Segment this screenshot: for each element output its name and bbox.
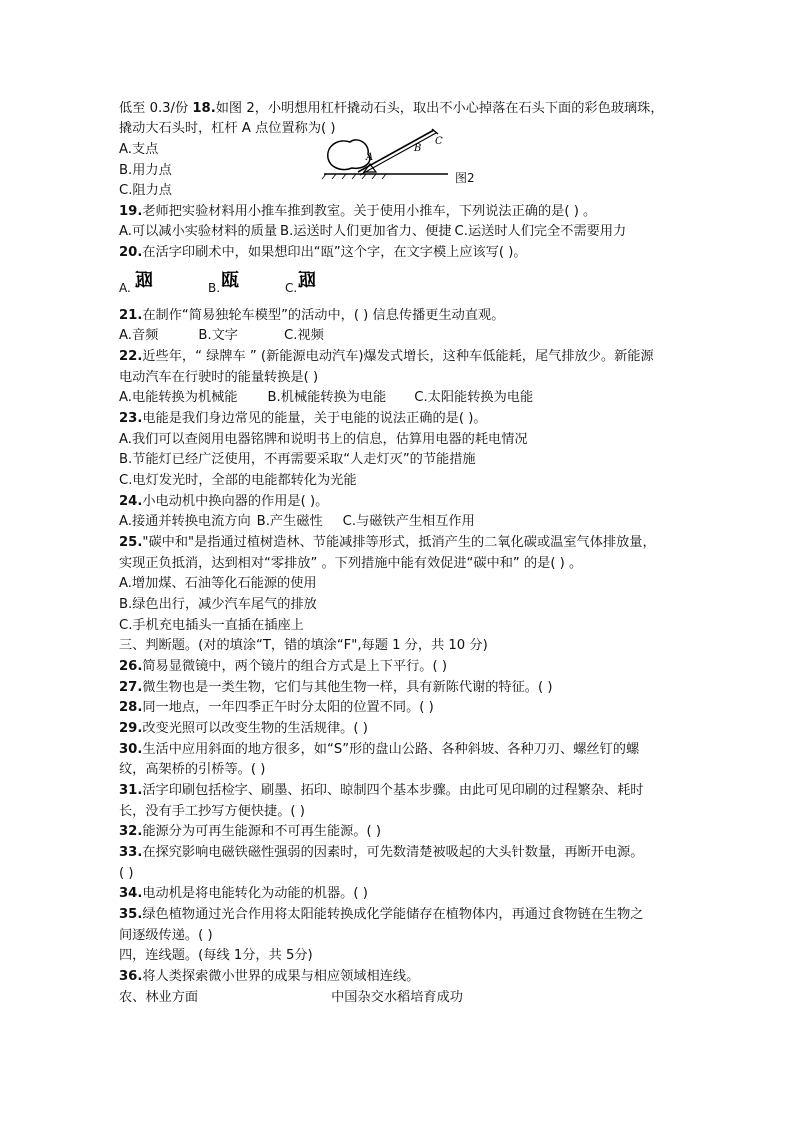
q28-line bbox=[119, 700, 434, 716]
lever-bar bbox=[358, 130, 434, 172]
question-text: 改变光照可以改变生物的生活规律。( ) bbox=[142, 721, 368, 736]
ground-hatch bbox=[352, 174, 356, 179]
q22-option-a: A.电能转换为机械能 bbox=[119, 390, 238, 405]
q21-option-a: A.音频 bbox=[119, 328, 159, 343]
q22-line2: 电动汽车在行驶时的能量转换是( ) bbox=[119, 370, 319, 385]
q25-line1 bbox=[119, 535, 656, 551]
q24-line bbox=[119, 494, 328, 510]
q20-option-a-glyph bbox=[138, 270, 153, 292]
question-number: 25. bbox=[119, 535, 143, 550]
q20-option-b-label: B. bbox=[208, 281, 221, 295]
q24-option-a: A.接通并转换电流方向 bbox=[119, 514, 251, 529]
q20-options bbox=[119, 270, 419, 298]
q35-line1 bbox=[119, 907, 644, 923]
q27-line bbox=[119, 680, 552, 696]
question-number: 28. bbox=[119, 700, 143, 715]
q36-match-row bbox=[119, 990, 463, 1006]
q21-option-b: B.文字 bbox=[198, 328, 238, 343]
question-number: 19. bbox=[119, 204, 143, 219]
match-left-item: 农、林业方面 bbox=[119, 990, 199, 1005]
question-text: 老师把实验材料用小推车推到教室。关于使用小推车，下列说法正确的是( ) 。 bbox=[142, 204, 597, 219]
q22-option-b: B.机械能转换为电能 bbox=[267, 390, 387, 405]
question-number: 34. bbox=[119, 886, 143, 901]
q21-option-c: C.视频 bbox=[283, 328, 324, 343]
q20-option-a-label: A. bbox=[119, 281, 131, 295]
q22-line1 bbox=[119, 349, 654, 365]
question-text: 在探究影响电磁铁磁性强弱的因素时，可先数清楚被吸起的大头针数量，再断开电源。 bbox=[142, 845, 644, 860]
q25-option-c: C.手机充电插头一直插在插座上 bbox=[119, 618, 304, 633]
mirrored-glyph: 瓯 bbox=[301, 270, 316, 291]
q22-options bbox=[119, 390, 533, 406]
point-b-label: B bbox=[414, 143, 422, 154]
question-text: 电动机是将电能转化为动能的机器。( ) bbox=[142, 886, 368, 901]
question-text: 小电动机中换向器的作用是( )。 bbox=[142, 494, 329, 509]
q31-line1 bbox=[119, 783, 644, 799]
match-right-item: 中国杂交水稻培育成功 bbox=[331, 990, 463, 1005]
q18-option-a: A.支点 bbox=[119, 142, 159, 157]
question-text: 简易显微镜中，两个镜片的组合方式是上下平行。( ) bbox=[142, 659, 447, 674]
q25-line2: 实现正负抵消，达到相对“零排放” 。下列措施中能有效促进“碳中和” 的是( ) 。 bbox=[119, 556, 583, 571]
question-number: 23. bbox=[119, 411, 143, 426]
q25-option-b: B.绿色出行，减少汽车尾气的排放 bbox=[119, 597, 317, 612]
question-text: 近些年，“ 绿牌车 ” (新能源电动汽车)爆发式增长，这种车低能耗，尾气排放少。新能源 bbox=[142, 349, 654, 364]
question-text: 微生物也是一类生物，它们与其他生物一样，具有新陈代谢的特征。( ) bbox=[142, 680, 553, 695]
q26-line bbox=[119, 659, 447, 675]
q23-option-b: B.节能灯已经广泛使用，不再需要采取“人走灯灭”的节能措施 bbox=[119, 452, 476, 467]
section-heading-judgement: 三、判断题。(对的填涂“T，错的填涂“F",每题 1 分，共 10 分) bbox=[119, 638, 488, 653]
point-c-label: C bbox=[435, 136, 443, 147]
ground-hatch bbox=[342, 174, 346, 179]
q25-option-a: A.增加煤、石油等化石能源的使用 bbox=[119, 576, 317, 591]
mirrored-glyph: 瓯 bbox=[138, 270, 153, 291]
q24-option-b: B.产生磁性 bbox=[256, 514, 323, 529]
figure-caption: 图2 bbox=[455, 171, 475, 185]
q21-line bbox=[119, 308, 504, 324]
question-number: 30. bbox=[119, 742, 143, 757]
question-number: 21. bbox=[119, 308, 143, 323]
ground-hatch bbox=[382, 174, 386, 179]
question-text: 同一地点，一年四季正午时分太阳的位置不同。( ) bbox=[142, 700, 434, 715]
q36-line bbox=[119, 969, 419, 985]
question-text: 生活中应用斜面的地方很多，如“S”形的盘山公路、各种斜坡、各种刀刃、螺丝钉的螺 bbox=[142, 742, 640, 757]
question-text: 电能是我们身边常见的能量，关于电能的说法正确的是( )。 bbox=[142, 411, 487, 426]
q31-line2: 长，没有手工抄写方便快捷。( ) bbox=[119, 804, 305, 819]
q19-line bbox=[119, 204, 596, 220]
q30-line2: 纹，高架桥的引桥等。( ) bbox=[119, 762, 266, 777]
question-text: "碳中和"是指通过植树造林、节能减排等形式，抵消产生的二氧化碳或温室气体排放量， bbox=[142, 535, 656, 550]
question-text: 在活字印刷术中，如果想印出“瓯”这个字，在文字模上应该写( )。 bbox=[142, 245, 527, 260]
q19-option-a: A.可以减小实验材料的质量 bbox=[119, 224, 278, 239]
ground-hatch bbox=[332, 174, 336, 179]
question-text: 活字印刷包括检字、刷墨、拓印、晾制四个基本步骤。由此可见印刷的过程繁杂、耗时 bbox=[142, 783, 644, 798]
q20-line bbox=[119, 245, 527, 261]
q19-option-c: C.运送时人们完全不需要用力 bbox=[454, 224, 627, 239]
question-number: 29. bbox=[119, 721, 143, 736]
q18-option-c: C.阻力点 bbox=[119, 183, 172, 198]
ground-hatch bbox=[372, 174, 376, 179]
q20-option-b-glyph: 瓯 bbox=[221, 270, 236, 291]
question-text: 绿色植物通过光合作用将太阳能转换成化学能储存在植物体内，再通过食物链在生物之 bbox=[142, 907, 644, 922]
question-number: 33. bbox=[119, 845, 143, 860]
q30-line1 bbox=[119, 742, 639, 758]
question-number: 35. bbox=[119, 907, 143, 922]
question-text: 在制作“简易独轮车模型”的活动中，( ) 信息传播更生动直观。 bbox=[142, 308, 505, 323]
q20-option-c-label: C. bbox=[285, 281, 298, 295]
q23-option-a: A.我们可以查阅用电器铭牌和说明书上的信息，估算用电器的耗电情况 bbox=[119, 432, 528, 447]
section-heading-matching: 四，连线题。(每线 1分，共 5分) bbox=[119, 948, 313, 963]
q22-option-c: C.太阳能转换为电能 bbox=[414, 390, 534, 405]
ground-hatch bbox=[362, 174, 366, 179]
question-number: 20. bbox=[119, 245, 143, 260]
stone-shape bbox=[328, 140, 370, 170]
q19-options bbox=[119, 224, 626, 240]
q19-option-b: B.运送时人们更加省力、便捷 bbox=[280, 224, 452, 239]
q23-option-c: C.电灯发光时，全部的电能都转化为光能 bbox=[119, 473, 357, 488]
question-number: 18. bbox=[192, 101, 216, 116]
lever-figure bbox=[322, 126, 450, 182]
q18-line1 bbox=[119, 101, 664, 117]
q33-line2: ( ) bbox=[119, 866, 134, 881]
question-text: 将人类探索微小世界的成果与相应领域相连线。 bbox=[142, 969, 420, 984]
question-number: 24. bbox=[119, 494, 143, 509]
question-number: 31. bbox=[119, 783, 143, 798]
question-text: 能源分为可再生能源和不可再生能源。( ) bbox=[142, 824, 382, 839]
q24-option-c: C.与磁铁产生相互作用 bbox=[342, 514, 475, 529]
q18-option-b: B.用力点 bbox=[119, 163, 172, 178]
q35-line2: 间逐级传递。( ) bbox=[119, 928, 213, 943]
question-text: 如图 2，小明想用杠杆撬动石头，取出不小心掉落在石头下面的彩色玻璃珠， bbox=[215, 101, 664, 116]
q29-line bbox=[119, 721, 368, 737]
q33-line1 bbox=[119, 845, 644, 861]
question-number: 22. bbox=[119, 349, 143, 364]
q24-options bbox=[119, 514, 475, 530]
q34-line bbox=[119, 886, 368, 902]
question-number: 36. bbox=[119, 969, 143, 984]
q20-option-c-glyph bbox=[301, 270, 316, 292]
point-a-label: A bbox=[366, 152, 374, 163]
question-number: 26. bbox=[119, 659, 143, 674]
ground-hatch bbox=[322, 174, 326, 179]
question-number: 27. bbox=[119, 680, 143, 695]
question-number: 32. bbox=[119, 824, 143, 839]
q23-line bbox=[119, 411, 487, 427]
q21-options bbox=[119, 328, 324, 344]
price-note: 低至 0.3/份 bbox=[119, 101, 193, 116]
q32-line bbox=[119, 824, 381, 840]
q18-line2: 撬动大石头时，杠杆 A 点位置称为( ) bbox=[119, 121, 336, 136]
